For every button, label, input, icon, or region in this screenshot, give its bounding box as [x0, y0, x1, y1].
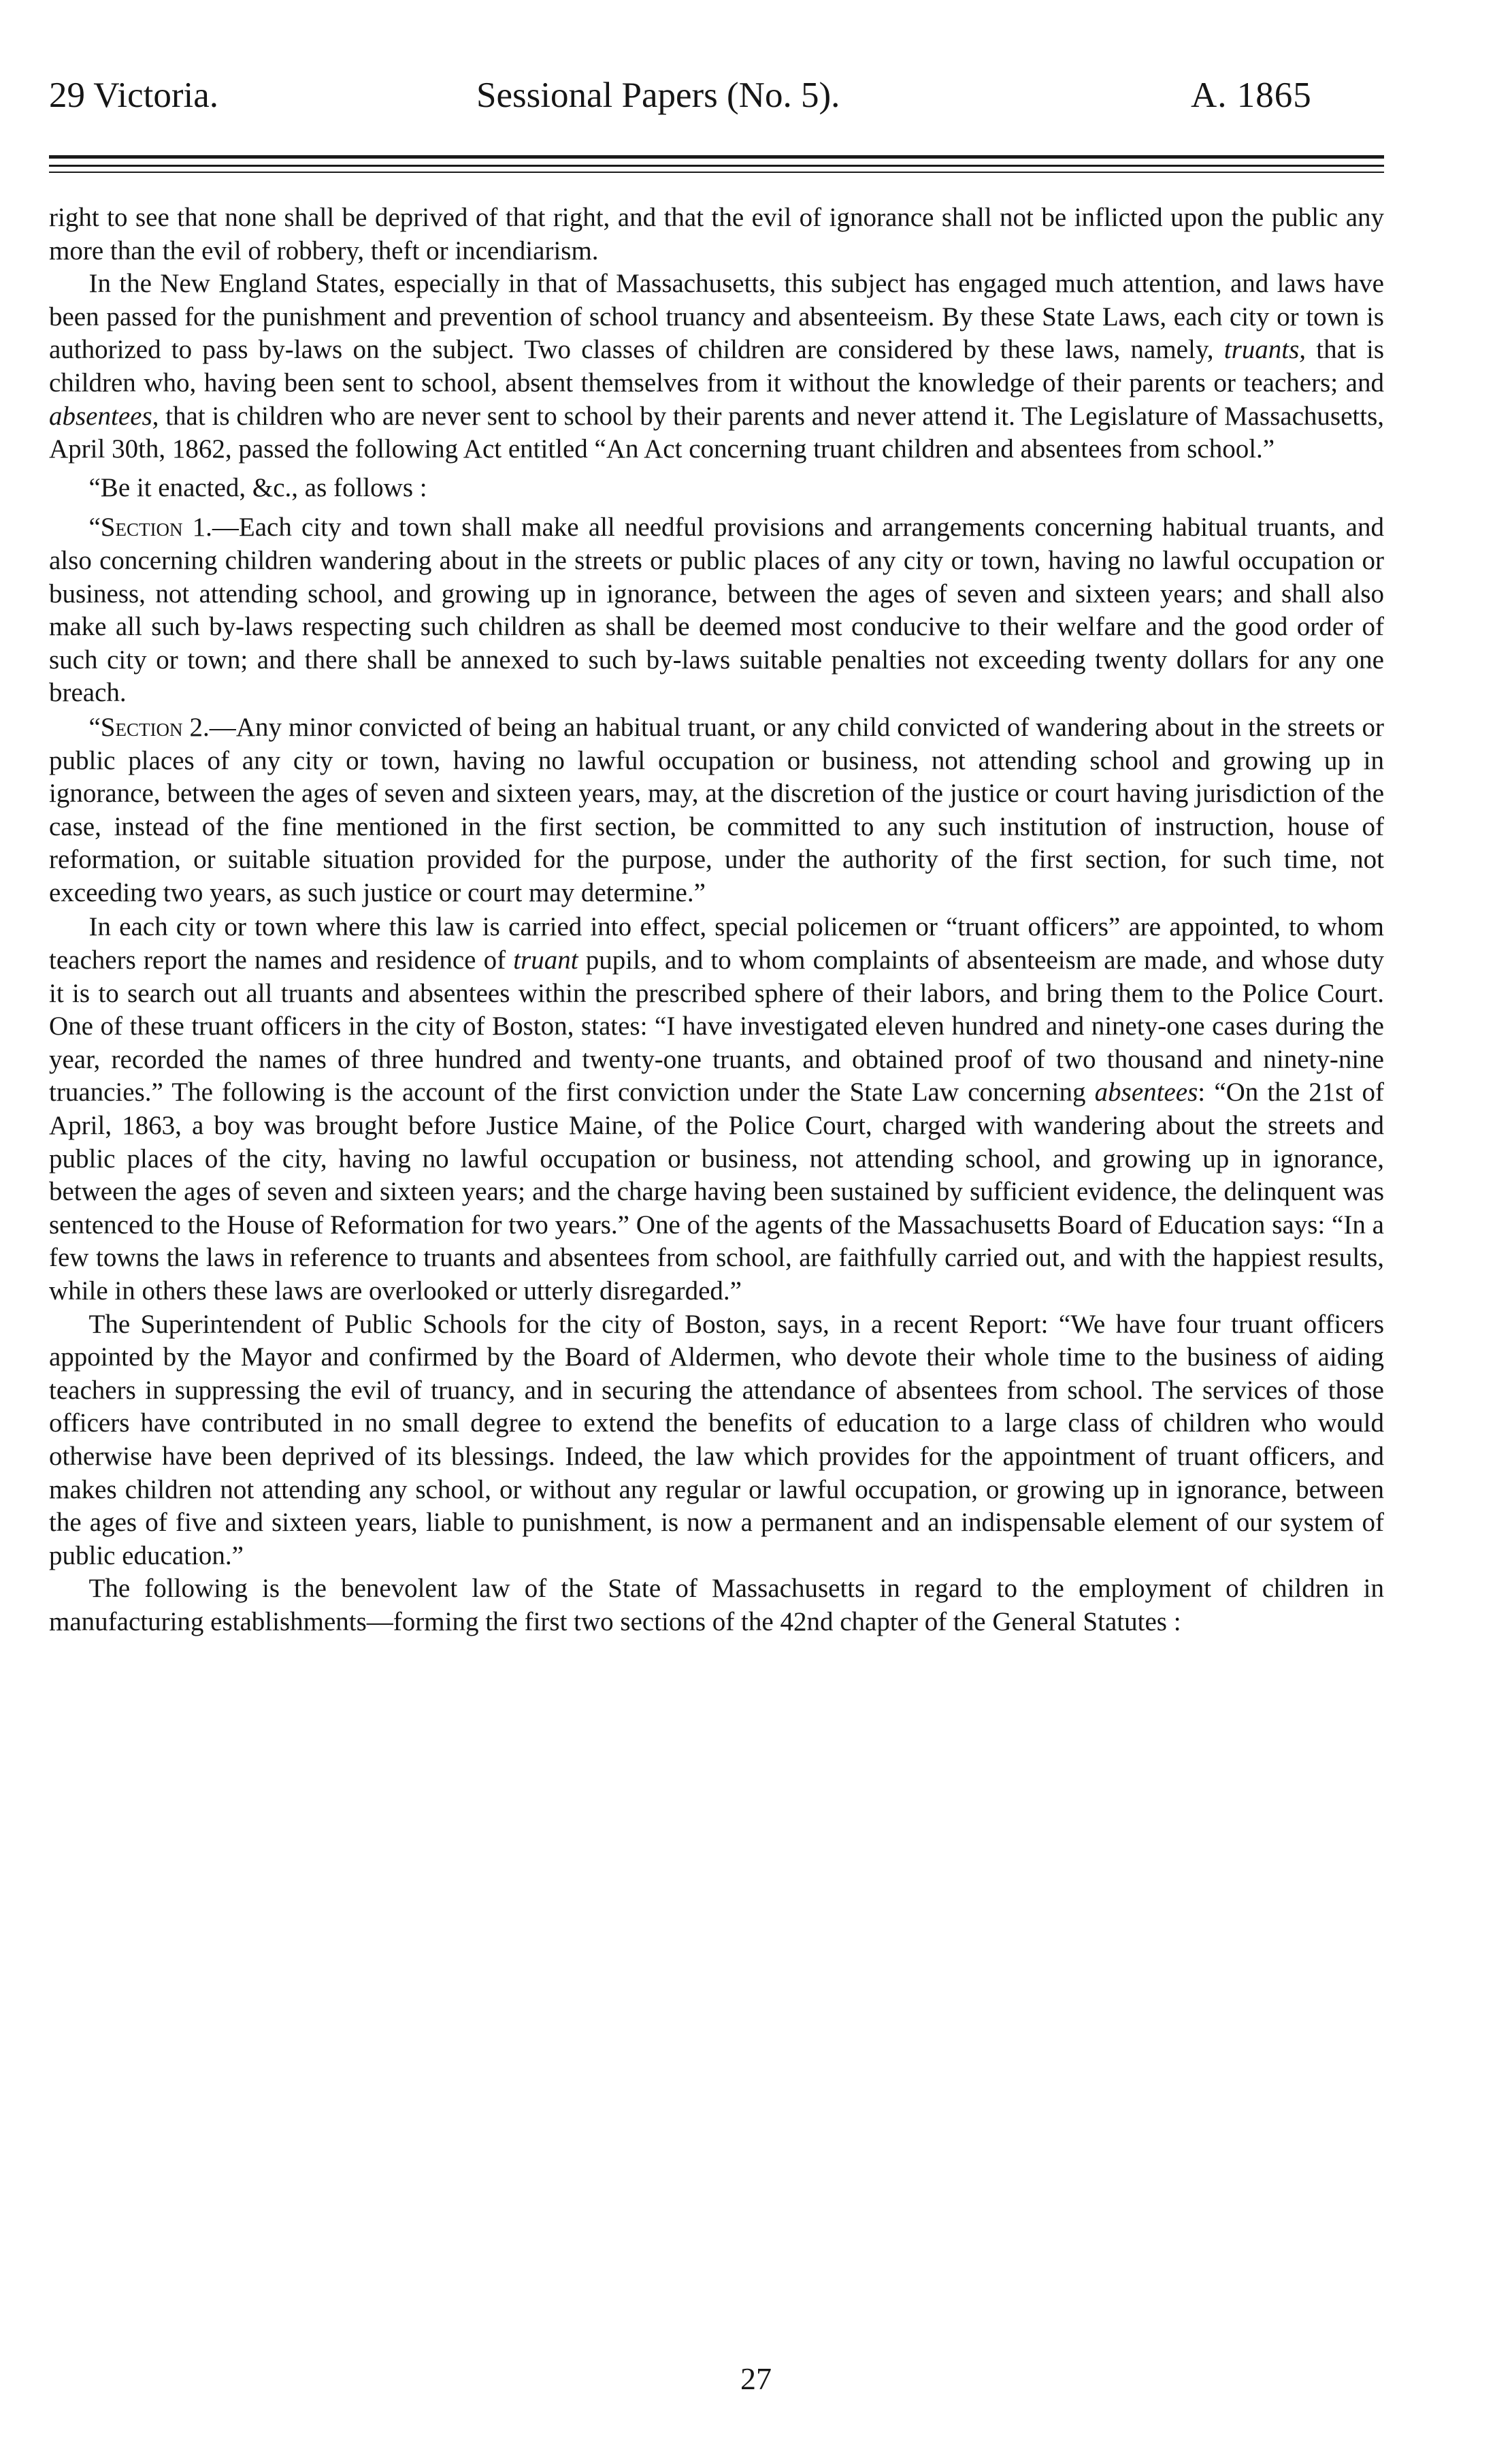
page-number: 27 [740, 2361, 772, 2396]
paragraph-employment-law: The following is the benevolent law of the State of Massachusetts in regard to the employment of children in manufacturing establishments—forming the first two sections of the 42nd chapter of the General Statutes : [49, 1574, 1384, 1636]
header-regnal-year: 29 Victoria. [49, 76, 219, 115]
term-absentees: absentees, [49, 401, 159, 431]
statute-section-2: “Section 2.—Any minor convicted of being an habitual truant, or any child convicted of wandering about in the streets or public places of any city or town, having no lawful occupation or business, not attending school and growing up in ignorance, between the ages of seven and sixteen years, may, at the discretion of the justice or court having jurisdiction of the case, instead of the fine mentioned in the first section, be committed to any such institution of instruction, house of reformation, or suitable situation provided for the purpose, under the authority of the first section, for such time, not exceeding two years, as such justice or court may determine.” [49, 712, 1384, 907]
paragraph-boston-report: The Superintendent of Public Schools for the city of Boston, says, in a recent Report: “We have four truant officers appointed by the Mayor and confirmed by the Board of Aldermen, who devote their whole time to the business of aiding teachers in suppressing the evil of truancy, and in securing the attendance of absentees from school. The services of those officers have contributed in no small degree to extend the benefits of education to a large class of children who would otherwise have been deprived of its blessings. Indeed, the law which provides for the appointment of truant officers, and makes children not attending any school, or without any regular or lawful occupation, or growing up in ignorance, between the ages of five and sixteen years, liable to punishment, is now a permanent and an indispensable element of our system of public education.” [49, 1309, 1384, 1570]
term-truant: truant [513, 945, 578, 975]
section-label: “Section 2. [88, 712, 210, 742]
header-year: A. 1865 [1191, 76, 1312, 115]
header-rule [49, 172, 1384, 173]
paragraph-new-england: In the New England States, especially in that of Massachusetts, this subject has engaged much attention, and laws have been passed for the punishment and prevention of school truancy and absenteeism. By these State Laws, each city or town is authorized to pass by-laws on the subject. Two classes of children are considered by these laws, namely, truants, that is children who, having been sent to school, absent themselves from it without the knowledge of their parents or teachers; and absentees, that is children who are never sent to school by their parents and never attend it. The Legislature of Massachusetts, April 30th, 1862, passed the following Act entitled “An Act concerning truant children and absentees from school.” [49, 269, 1385, 464]
enacting-clause: “Be it enacted, &c., as follows : [88, 472, 427, 502]
header-rule [49, 155, 1384, 159]
section-label: “Section 1. [88, 513, 212, 543]
term-truants: truants, [1223, 335, 1306, 365]
running-header [0, 75, 1512, 129]
term-absentees: absentees [1094, 1078, 1198, 1107]
header-rule [49, 165, 1384, 167]
paragraph-truant-officers: In each city or town where this law is carried into effect, special policemen or “truant officers” are appointed, to whom teachers report the names and residence of truant pupils, and to whom complaints of absenteeism are made, and whose duty it is to search out all truants and absentees within the prescribed sphere of their labors, and bring them to the Police Court. One of these truant officers in the city of Boston, states: “I have investigated eleven hundred and ninety-one cases during the year, recorded the names of three hundred and twenty-one truants, and obtained proof of two thousand and ninety-nine truancies.” The following is the account of the first conviction under the State Law concerning absentees: “On the 21st of April, 1863, a boy was brought before Justice Maine, of the Police Court, charged with wandering about the streets and public places of the city, having no lawful occupation or business, not attending school, and growing up in ignorance, between the ages of seven and sixteen years; and the charge having been sustained by sufficient evidence, the delinquent was sentenced to the House of Reformation for two years.” One of the agents of the Massachusetts Board of Education says: “In a few towns the laws in reference to truants and absentees from school, are faithfully carried out, and with the happiest results, while in others these laws are overlooked or utterly disregarded.” [49, 912, 1385, 1306]
body-text [49, 201, 1384, 1639]
header-title: Sessional Papers (No. 5). [476, 76, 840, 115]
statute-section-1: “Section 1.—Each city and town shall make all needful provisions and arrangements concerning habitual truants, and also concerning children wandering about in the streets or public places of any city or town, having no lawful occupation or business, not attending school, and growing up in ignorance, between the ages of seven and sixteen years; and shall also make all such by-laws respecting such children as shall be deemed most conducive to their welfare and the good order of such city or town; and there shall be annexed to such by-laws suitable penalties not exceeding twenty dollars for any one breach. [49, 513, 1384, 708]
paragraph-continued: right to see that none shall be deprived of that right, and that the evil of ignorance shall not be inflicted upon the public any more than the evil of robbery, theft or incendiarism. [49, 203, 1384, 265]
